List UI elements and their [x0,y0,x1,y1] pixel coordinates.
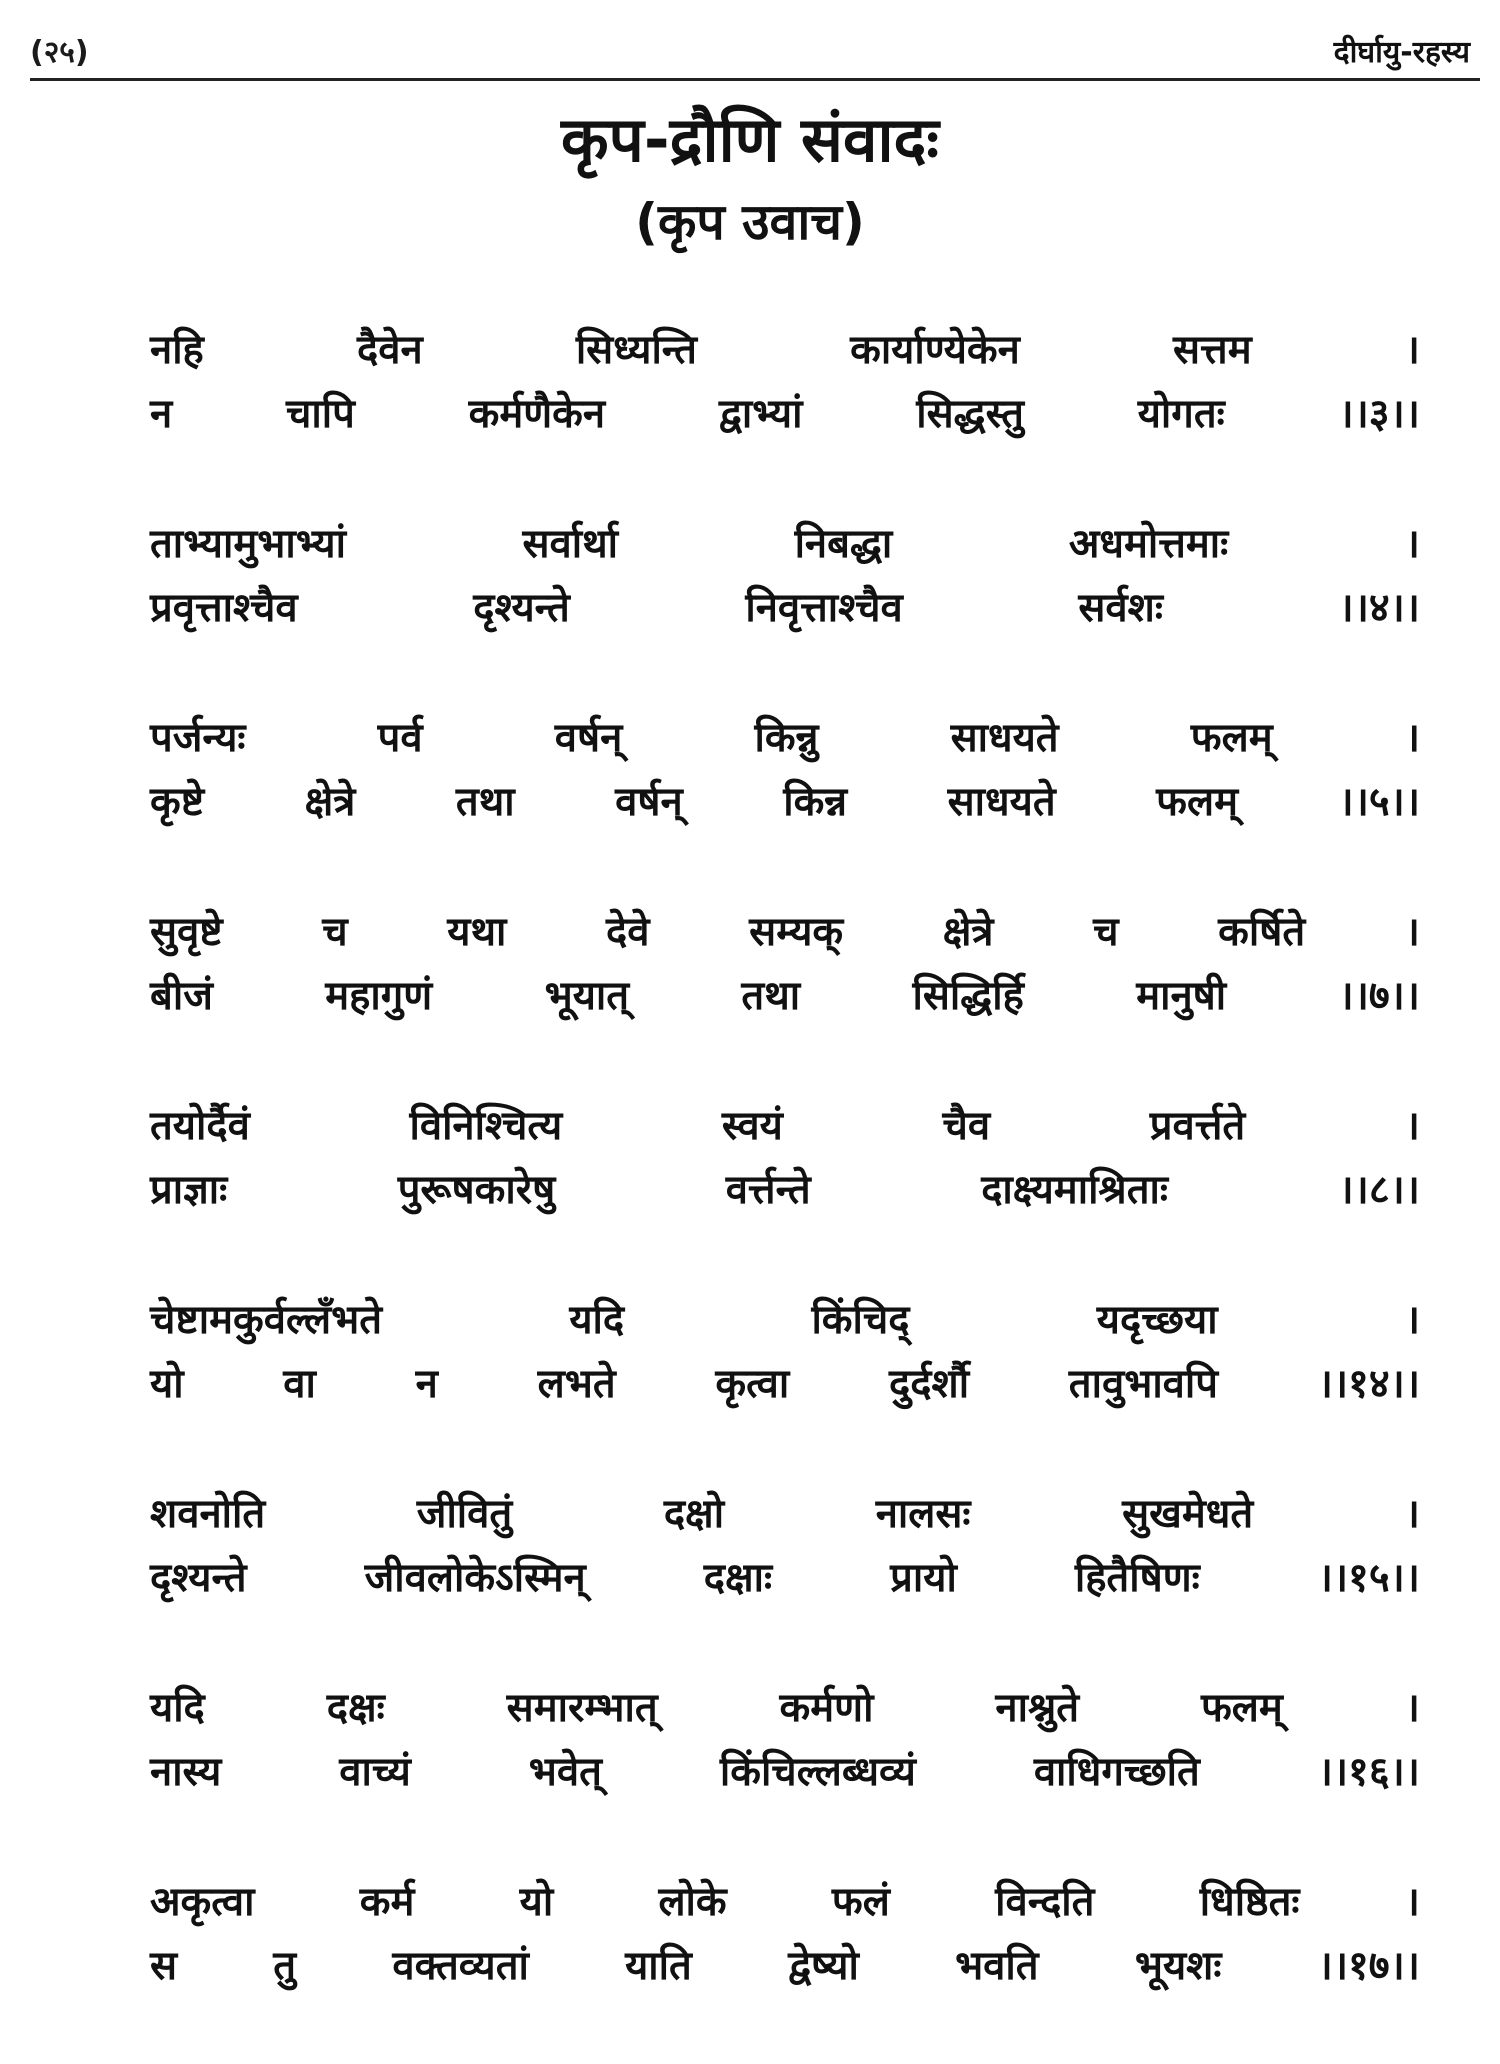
page-subtitle: (कृप उवाच) [635,193,865,251]
verse-word: ताभ्यामुभाभ्यां [150,521,346,567]
verse-word: ।।१५।। [1317,1555,1420,1601]
verse-word: यदृच्छया [1096,1297,1218,1343]
verse-word: ।।८।। [1338,1167,1420,1213]
verse-word: कर्म [359,1879,415,1925]
verse-word: भवति [955,1943,1039,1989]
verse-word: दक्षो [663,1491,725,1537]
verse-word: सर्वार्था [522,521,619,567]
verse-word: तावुभावपि [1068,1361,1218,1407]
verse-word: हितैषिणः [1074,1555,1200,1601]
verse-word: प्रवर्त्तते [1149,1103,1246,1149]
verse-word: सिद्धिर्हि [912,973,1024,1019]
page-number: (२५) [30,35,89,70]
verse-word: । [1404,909,1420,955]
verse-word: प्राज्ञाः [150,1167,228,1213]
verse-word: सिध्यन्ति [575,327,697,373]
verse-word: नाश्नुते [995,1685,1080,1731]
verse-word: कृष्टे [150,779,205,825]
verse-word: धिष्ठितः [1199,1879,1300,1925]
verse-word: विन्दति [995,1879,1095,1925]
verse-word: चेष्टामकुर्वल्लँभते [150,1297,383,1343]
verse-line [150,1740,1420,1804]
verse-word: न [415,1361,438,1407]
verse-word: नास्य [150,1749,222,1795]
verse-word: सुवृष्टे [150,909,223,955]
verse-word: सिद्धस्तु [916,391,1024,437]
verse-word: ।।५।। [1338,779,1420,825]
verse-word: दैवेन [356,327,423,373]
verse-word: भूयशः [1134,1943,1222,1989]
verse-word: ।।१६।। [1317,1749,1420,1795]
verse-word: ।।७।। [1338,973,1420,1019]
verse-word: बीजं [150,973,213,1019]
verse [150,512,1420,706]
verse-line [150,1870,1420,1934]
verse-word: दाक्ष्यमाश्रिताः [981,1167,1168,1213]
verse-word: पुरूषकारेषु [397,1167,556,1213]
verse-word: योगतः [1137,391,1225,437]
verse-line [150,576,1420,640]
verse-line [150,318,1420,382]
verse-word: ।।१७।। [1317,1943,1420,1989]
verse [150,1676,1420,1870]
verse-word: लोके [658,1879,727,1925]
verse-word: पर्व [377,715,423,761]
verse-word: वक्तव्यतां [392,1943,529,1989]
verse [150,1482,1420,1676]
verse-line [150,1158,1420,1222]
verse-word: च [322,909,348,955]
verse-word: ।।१४।। [1317,1361,1420,1407]
verse-word: स [150,1943,178,1989]
running-head: दीर्घायु-रहस्य [1333,35,1470,70]
verse-word: तु [273,1943,297,1989]
verse [150,318,1420,512]
verse-word: तयोर्दैवं [150,1103,250,1149]
verse-word: । [1404,1297,1420,1343]
verse-word: किंचिल्लब्धव्यं [719,1749,916,1795]
verse-word: कार्याण्येकेन [850,327,1020,373]
verse-word: कर्मणो [779,1685,874,1731]
verse-list [150,318,1420,2064]
verse [150,706,1420,900]
verse-word: । [1404,1685,1420,1731]
verse-word: यदि [569,1297,625,1343]
verse-line [150,1094,1420,1158]
verse-word: वा [283,1361,316,1407]
verse-word: । [1404,1879,1420,1925]
verse-word: निवृत्ताश्चैव [745,585,903,631]
verse-word: अधमोत्तमाः [1068,521,1229,567]
verse-line [150,900,1420,964]
verse-word: किन्नु [754,715,819,761]
verse-line [150,770,1420,834]
verse-word: वर्त्तन्ते [725,1167,811,1213]
verse-word: अकृत्वा [150,1879,255,1925]
verse-word: दक्षः [326,1685,385,1731]
verse-word: कर्मणैकेन [468,391,606,437]
verse-line [150,382,1420,446]
verse-word: वर्षन् [554,715,623,761]
verse-word: क्षेत्रे [942,909,994,955]
verse-word: स्वयं [721,1103,783,1149]
verse-word: वर्षन् [615,779,683,825]
verse-word: याति [625,1943,692,1989]
verse-word: फलम् [1156,779,1239,825]
verse-word: । [1404,1491,1420,1537]
verse-word: किन्न [783,779,848,825]
verse-word: ।।३।। [1338,391,1420,437]
verse-word: दुर्दर्शौ [889,1361,970,1407]
verse-word: निबद्धा [794,521,893,567]
verse-word: सम्यक् [749,909,844,955]
verse-word: वाधिगच्छति [1033,1749,1200,1795]
verse-line [150,1352,1420,1416]
verse-word: द्वाभ्यां [718,391,803,437]
verse-word: यो [150,1361,184,1407]
verse-line [150,964,1420,1028]
verse-line [150,1676,1420,1740]
verse-word: साधयते [950,715,1059,761]
verse-word: प्रवृत्ताश्चैव [150,585,298,631]
page-header [30,30,1480,80]
verse-word: भूयात् [544,973,630,1019]
verse-word: किंचिद् [811,1297,910,1343]
verse-word: । [1404,715,1420,761]
verse-word: यो [519,1879,554,1925]
verse-word: पर्जन्यः [150,715,246,761]
verse-word: वाच्यं [339,1749,411,1795]
verse-line [150,706,1420,770]
verse-word: विनिश्चित्य [409,1103,563,1149]
verse-word: जीवितुं [416,1491,513,1537]
verse-word: च [1093,909,1119,955]
verse-word: फलम् [1190,715,1273,761]
verse-word: फलं [831,1879,890,1925]
verse-line [150,1934,1420,1998]
verse-word: लभते [537,1361,616,1407]
verse-word: भवेत् [528,1749,602,1795]
verse-word: दक्षाः [703,1555,773,1601]
verse-word: नालसः [875,1491,971,1537]
verse-word: सर्वशः [1078,585,1163,631]
verse-word: प्रायो [890,1555,957,1601]
verse-line [150,1482,1420,1546]
verse-word: ।।४।। [1338,585,1420,631]
verse-word: कर्षिते [1218,909,1306,955]
verse-word: । [1404,327,1420,373]
verse-word: चापि [285,391,355,437]
verse-word: समारम्भात् [506,1685,658,1731]
verse-word: मानुषी [1136,973,1227,1019]
verse [150,1094,1420,1288]
verse-word: दृश्यन्ते [150,1555,247,1601]
verse-word: शवनोति [150,1491,266,1537]
verse-word: देवे [606,909,650,955]
verse [150,1288,1420,1482]
verse-word: द्वेष्यो [788,1943,859,1989]
verse-word: सुखमेधते [1122,1491,1254,1537]
verse-word: दृश्यन्ते [473,585,570,631]
verse-word: साधयते [947,779,1056,825]
verse-word: महागुणं [325,973,433,1019]
verse-line [150,1288,1420,1352]
verse-word: यदि [150,1685,205,1731]
verse-word: तथा [455,779,515,825]
verse-word: फलम् [1200,1685,1283,1731]
verse-word: चैव [942,1103,991,1149]
verse-word: । [1404,1103,1420,1149]
verse-word: न [150,391,173,437]
verse-word: सत्तम [1173,327,1252,373]
verse-word: जीवलोकेऽस्मिन् [364,1555,586,1601]
verse-word: तथा [741,973,801,1019]
verse-line [150,1546,1420,1610]
page-title: कृप-द्रौणि संवादः [561,103,939,176]
verse-word: । [1404,521,1420,567]
verse [150,1870,1420,2064]
verse-word: यथा [447,909,507,955]
verse-word: कृत्वा [715,1361,790,1407]
verse-word: नहि [150,327,204,373]
header-rule [30,78,1480,81]
verse [150,900,1420,1094]
verse-word: क्षेत्रे [304,779,356,825]
verse-line [150,512,1420,576]
